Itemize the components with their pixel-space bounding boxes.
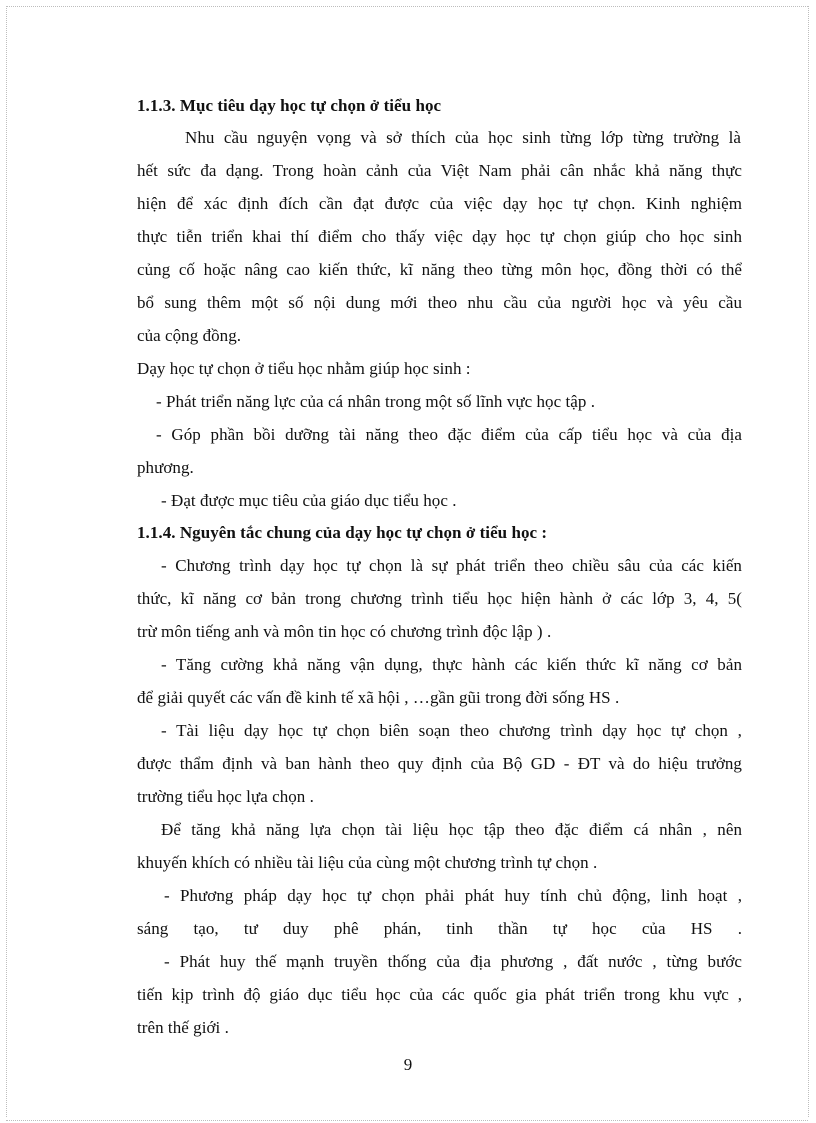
- principle-line-4: - Tăng cường khả năng vận dụng, thực hành các kiến thức kĩ năng cơ bản: [161, 655, 742, 674]
- goal-item-3: - Đạt được mục tiêu của giáo dục tiểu học .: [161, 491, 457, 510]
- principle-line-14: tiến kịp trình độ giáo dục tiểu học của các quốc gia phát triển trong khu vực ,: [137, 985, 742, 1004]
- principle-line-2: thức, kĩ năng cơ bản trong chương trình tiểu học hiện hành ở các lớp 3, 4, 5(: [137, 589, 742, 608]
- goal-item-2: - Góp phần bồi dưỡng tài năng theo đặc điểm của cấp tiểu học và của địa: [156, 425, 742, 444]
- paragraph-line-6: bổ sung thêm một số nội dung mới theo nhu cầu của người học và yêu cầu: [137, 293, 742, 312]
- goal-item-2-cont: phương.: [137, 458, 194, 477]
- principle-line-3: trừ môn tiếng anh và môn tin học có chương trình độc lập ) .: [137, 622, 552, 641]
- principle-line-12: sáng tạo, tư duy phê phán, tinh thần tự học của HS .: [137, 919, 742, 938]
- goal-item-1: - Phát triển năng lực của cá nhân trong một số lĩnh vực học tập .: [156, 392, 596, 411]
- section-114-heading: 1.1.4. Nguyên tắc chung của dạy học tự chọn ở tiểu học :: [137, 523, 548, 542]
- frame-bottom-edge: [6, 1120, 808, 1121]
- principle-line-6: - Tài liệu dạy học tự chọn biên soạn theo chương trình dạy học tự chọn ,: [161, 721, 742, 740]
- frame-left-edge: [6, 6, 7, 1117]
- principle-line-10: khuyến khích có nhiều tài liệu của cùng một chương trình tự chọn .: [137, 853, 598, 872]
- frame-top-edge: [6, 6, 808, 7]
- principle-line-13: - Phát huy thế mạnh truyền thống của địa phương , đất nước , từng bước: [164, 952, 742, 971]
- principle-line-15: trên thế giới .: [137, 1018, 229, 1037]
- principle-line-8: trường tiểu học lựa chọn .: [137, 787, 314, 806]
- principle-line-11: - Phương pháp dạy học tự chọn phải phát huy tính chủ động, linh hoạt ,: [164, 886, 742, 905]
- page-number: 9: [403, 1055, 413, 1074]
- principle-line-7: được thẩm định và ban hành theo quy định của Bộ GD - ĐT và do hiệu trưởng: [137, 754, 742, 773]
- paragraph-line-4: thực tiễn triển khai thí điểm cho thấy việc dạy học tự chọn giúp cho học sinh: [137, 227, 742, 246]
- principle-line-1: - Chương trình dạy học tự chọn là sự phát triển theo chiều sâu của các kiến: [161, 556, 742, 575]
- paragraph-line-1: Nhu cầu nguyện vọng và sở thích của học sinh từng lớp từng trường là: [185, 128, 741, 147]
- principle-line-9: Để tăng khả năng lựa chọn tài liệu học tập theo đặc điểm cá nhân , nên: [161, 820, 742, 839]
- paragraph-line-7: của cộng đồng.: [137, 326, 242, 345]
- section-113-heading: 1.1.3. Mục tiêu dạy học tự chọn ở tiểu học: [137, 96, 442, 115]
- paragraph-line-2: hết sức đa dạng. Trong hoàn cảnh của Việt Nam phải cân nhắc khả năng thực: [137, 161, 742, 180]
- frame-right-edge: [808, 6, 809, 1117]
- paragraph-line-3: hiện để xác định đích cần đạt được của việc dạy học tự chọn. Kinh nghiệm: [137, 194, 742, 213]
- goals-intro: Dạy học tự chọn ở tiểu học nhằm giúp học sinh :: [137, 359, 471, 378]
- paragraph-line-5: củng cố hoặc nâng cao kiến thức, kĩ năng theo từng môn học, đồng thời có thể: [137, 260, 742, 279]
- principle-line-5: để giải quyết các vấn đề kinh tế xã hội , …gần gũi trong đời sống HS .: [137, 688, 620, 707]
